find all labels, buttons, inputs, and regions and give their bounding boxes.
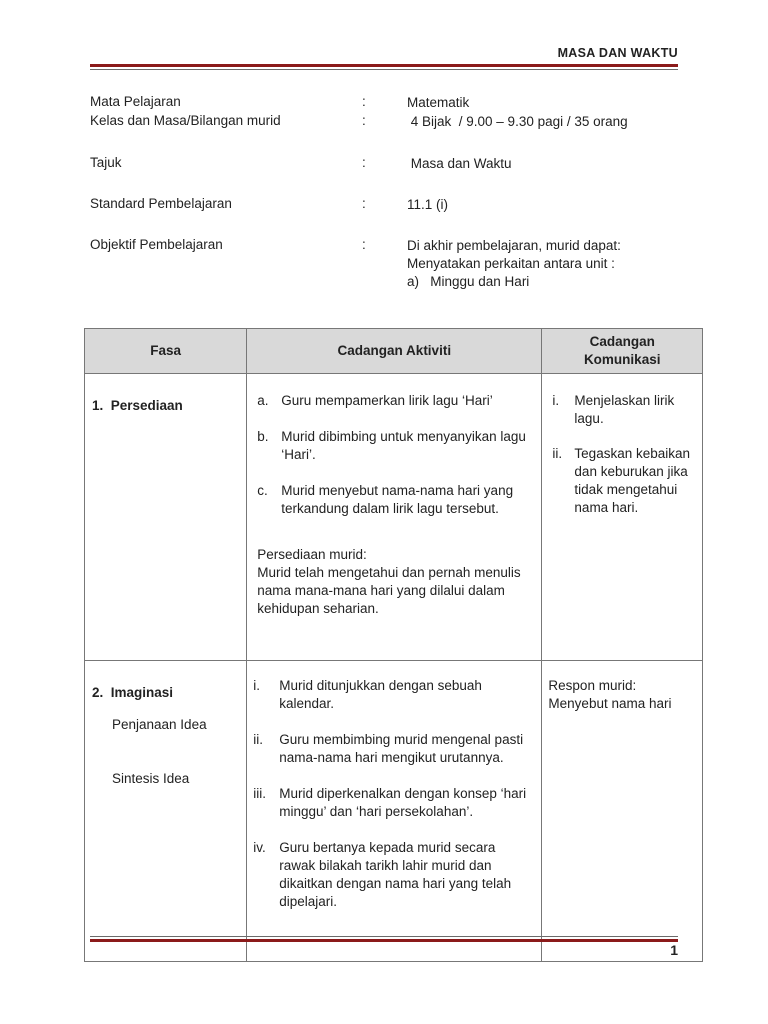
list-item	[253, 839, 533, 911]
meta-topic-label: Tajuk	[90, 155, 122, 170]
meta-class-label: Kelas dan Masa/Bilangan murid	[90, 113, 281, 128]
header-rule-thick	[90, 64, 678, 67]
list-item	[253, 731, 533, 767]
meta-colon: :	[362, 155, 366, 170]
list-marker: i.	[552, 393, 560, 408]
communication-cell	[542, 374, 703, 661]
header-komunikasi	[542, 329, 703, 374]
page-number: 1	[670, 942, 678, 958]
meta-standard-value: 11.1 (i)	[407, 197, 449, 212]
meta-colon: :	[362, 113, 366, 128]
communication-list	[552, 392, 696, 517]
list-marker: ii.	[253, 732, 263, 747]
list-marker: ii.	[552, 446, 563, 461]
list-marker: a.	[257, 393, 269, 408]
activities-cell	[247, 374, 542, 661]
objective-line: Menyatakan perkaitan antara unit :	[407, 256, 615, 271]
meta-subject-label: Mata Pelajaran	[90, 94, 181, 109]
activities-cell	[247, 661, 542, 962]
activity-text: Guru mempamerkan lirik lagu ‘Hari’	[281, 393, 493, 408]
meta-objective-value	[407, 237, 621, 291]
communication-cell	[542, 661, 703, 962]
meta-class-value: 4 Bijak / 9.00 – 9.30 pagi / 35 orang	[407, 114, 628, 129]
header-fasa: Fasa	[85, 329, 247, 374]
preparation-note-text: Murid telah mengetahui dan pernah menulis nama mana-mana hari yang dilalui dalam kehidupan seharian.	[257, 565, 521, 616]
activity-text: Murid dibimbing untuk menyanyikan lagu ‘Hari’.	[281, 429, 526, 462]
header-komunikasi-line: Cadangan	[589, 334, 655, 349]
footer-rule-thick	[90, 939, 678, 942]
phase-title: 1. Persediaan	[92, 398, 183, 413]
list-item	[253, 785, 533, 821]
list-item	[257, 428, 533, 464]
footer-rule-thin	[90, 936, 678, 937]
preparation-note-title: Persediaan murid:	[257, 547, 367, 562]
table-row	[85, 374, 703, 661]
table-row	[85, 661, 703, 962]
communication-line: Menyebut nama hari	[548, 696, 672, 711]
activity-text: Murid ditunjukkan dengan sebuah kalendar.	[279, 678, 482, 711]
activity-list	[253, 677, 533, 911]
list-marker: iv.	[253, 840, 266, 855]
meta-colon: :	[362, 237, 366, 252]
communication-text: Tegaskan kebaikan dan keburukan jika tidak mengetahui nama hari.	[574, 446, 691, 515]
list-item	[253, 677, 533, 713]
list-marker: i.	[253, 678, 260, 693]
objective-line: Di akhir pembelajaran, murid dapat:	[407, 238, 621, 253]
list-item	[552, 445, 696, 517]
preparation-note	[257, 546, 533, 618]
list-marker: b.	[257, 429, 269, 444]
meta-colon: :	[362, 94, 366, 109]
list-item	[257, 482, 533, 518]
activity-list	[257, 392, 533, 518]
meta-topic-value: Masa dan Waktu	[407, 156, 512, 171]
meta-subject-value: Matematik	[407, 95, 470, 110]
header-rule-thin	[90, 69, 678, 70]
sub-phase-label: Penjanaan Idea	[112, 717, 207, 732]
phase-cell	[85, 661, 247, 962]
list-marker: c.	[257, 483, 268, 498]
meta-objective-label: Objektif Pembelajaran	[90, 237, 223, 252]
table-header-row	[85, 329, 703, 374]
objective-line: a) Minggu dan Hari	[407, 274, 530, 289]
list-item	[257, 392, 533, 410]
sub-phase-label: Sintesis Idea	[112, 771, 190, 786]
list-marker: iii.	[253, 786, 266, 801]
communication-line: Respon murid:	[548, 678, 637, 693]
header-aktiviti: Cadangan Aktiviti	[247, 329, 542, 374]
activity-text: Murid diperkenalkan dengan konsep ‘hari minggu’ dan ‘hari persekolahan’.	[279, 786, 527, 819]
activity-text: Murid menyebut nama-nama hari yang terkandung dalam lirik lagu tersebut.	[281, 483, 514, 516]
meta-standard-label: Standard Pembelajaran	[90, 196, 232, 211]
activity-text: Guru bertanya kepada murid secara rawak bilakah tarikh lahir murid dan dikaitkan dengan nama hari yang telah dipelajari.	[279, 840, 512, 909]
communication-text: Menjelaskan lirik lagu.	[574, 393, 675, 426]
activity-text: Guru membimbing murid mengenal pasti nama-nama hari mengikut urutannya.	[279, 732, 524, 765]
phase-title: 2. Imaginasi	[92, 685, 174, 700]
meta-colon: :	[362, 196, 366, 211]
list-item	[552, 392, 696, 428]
lesson-table	[84, 328, 703, 962]
document-title: MASA DAN WAKTU	[557, 46, 678, 60]
header-komunikasi-line: Komunikasi	[583, 352, 661, 367]
phase-cell	[85, 374, 247, 661]
